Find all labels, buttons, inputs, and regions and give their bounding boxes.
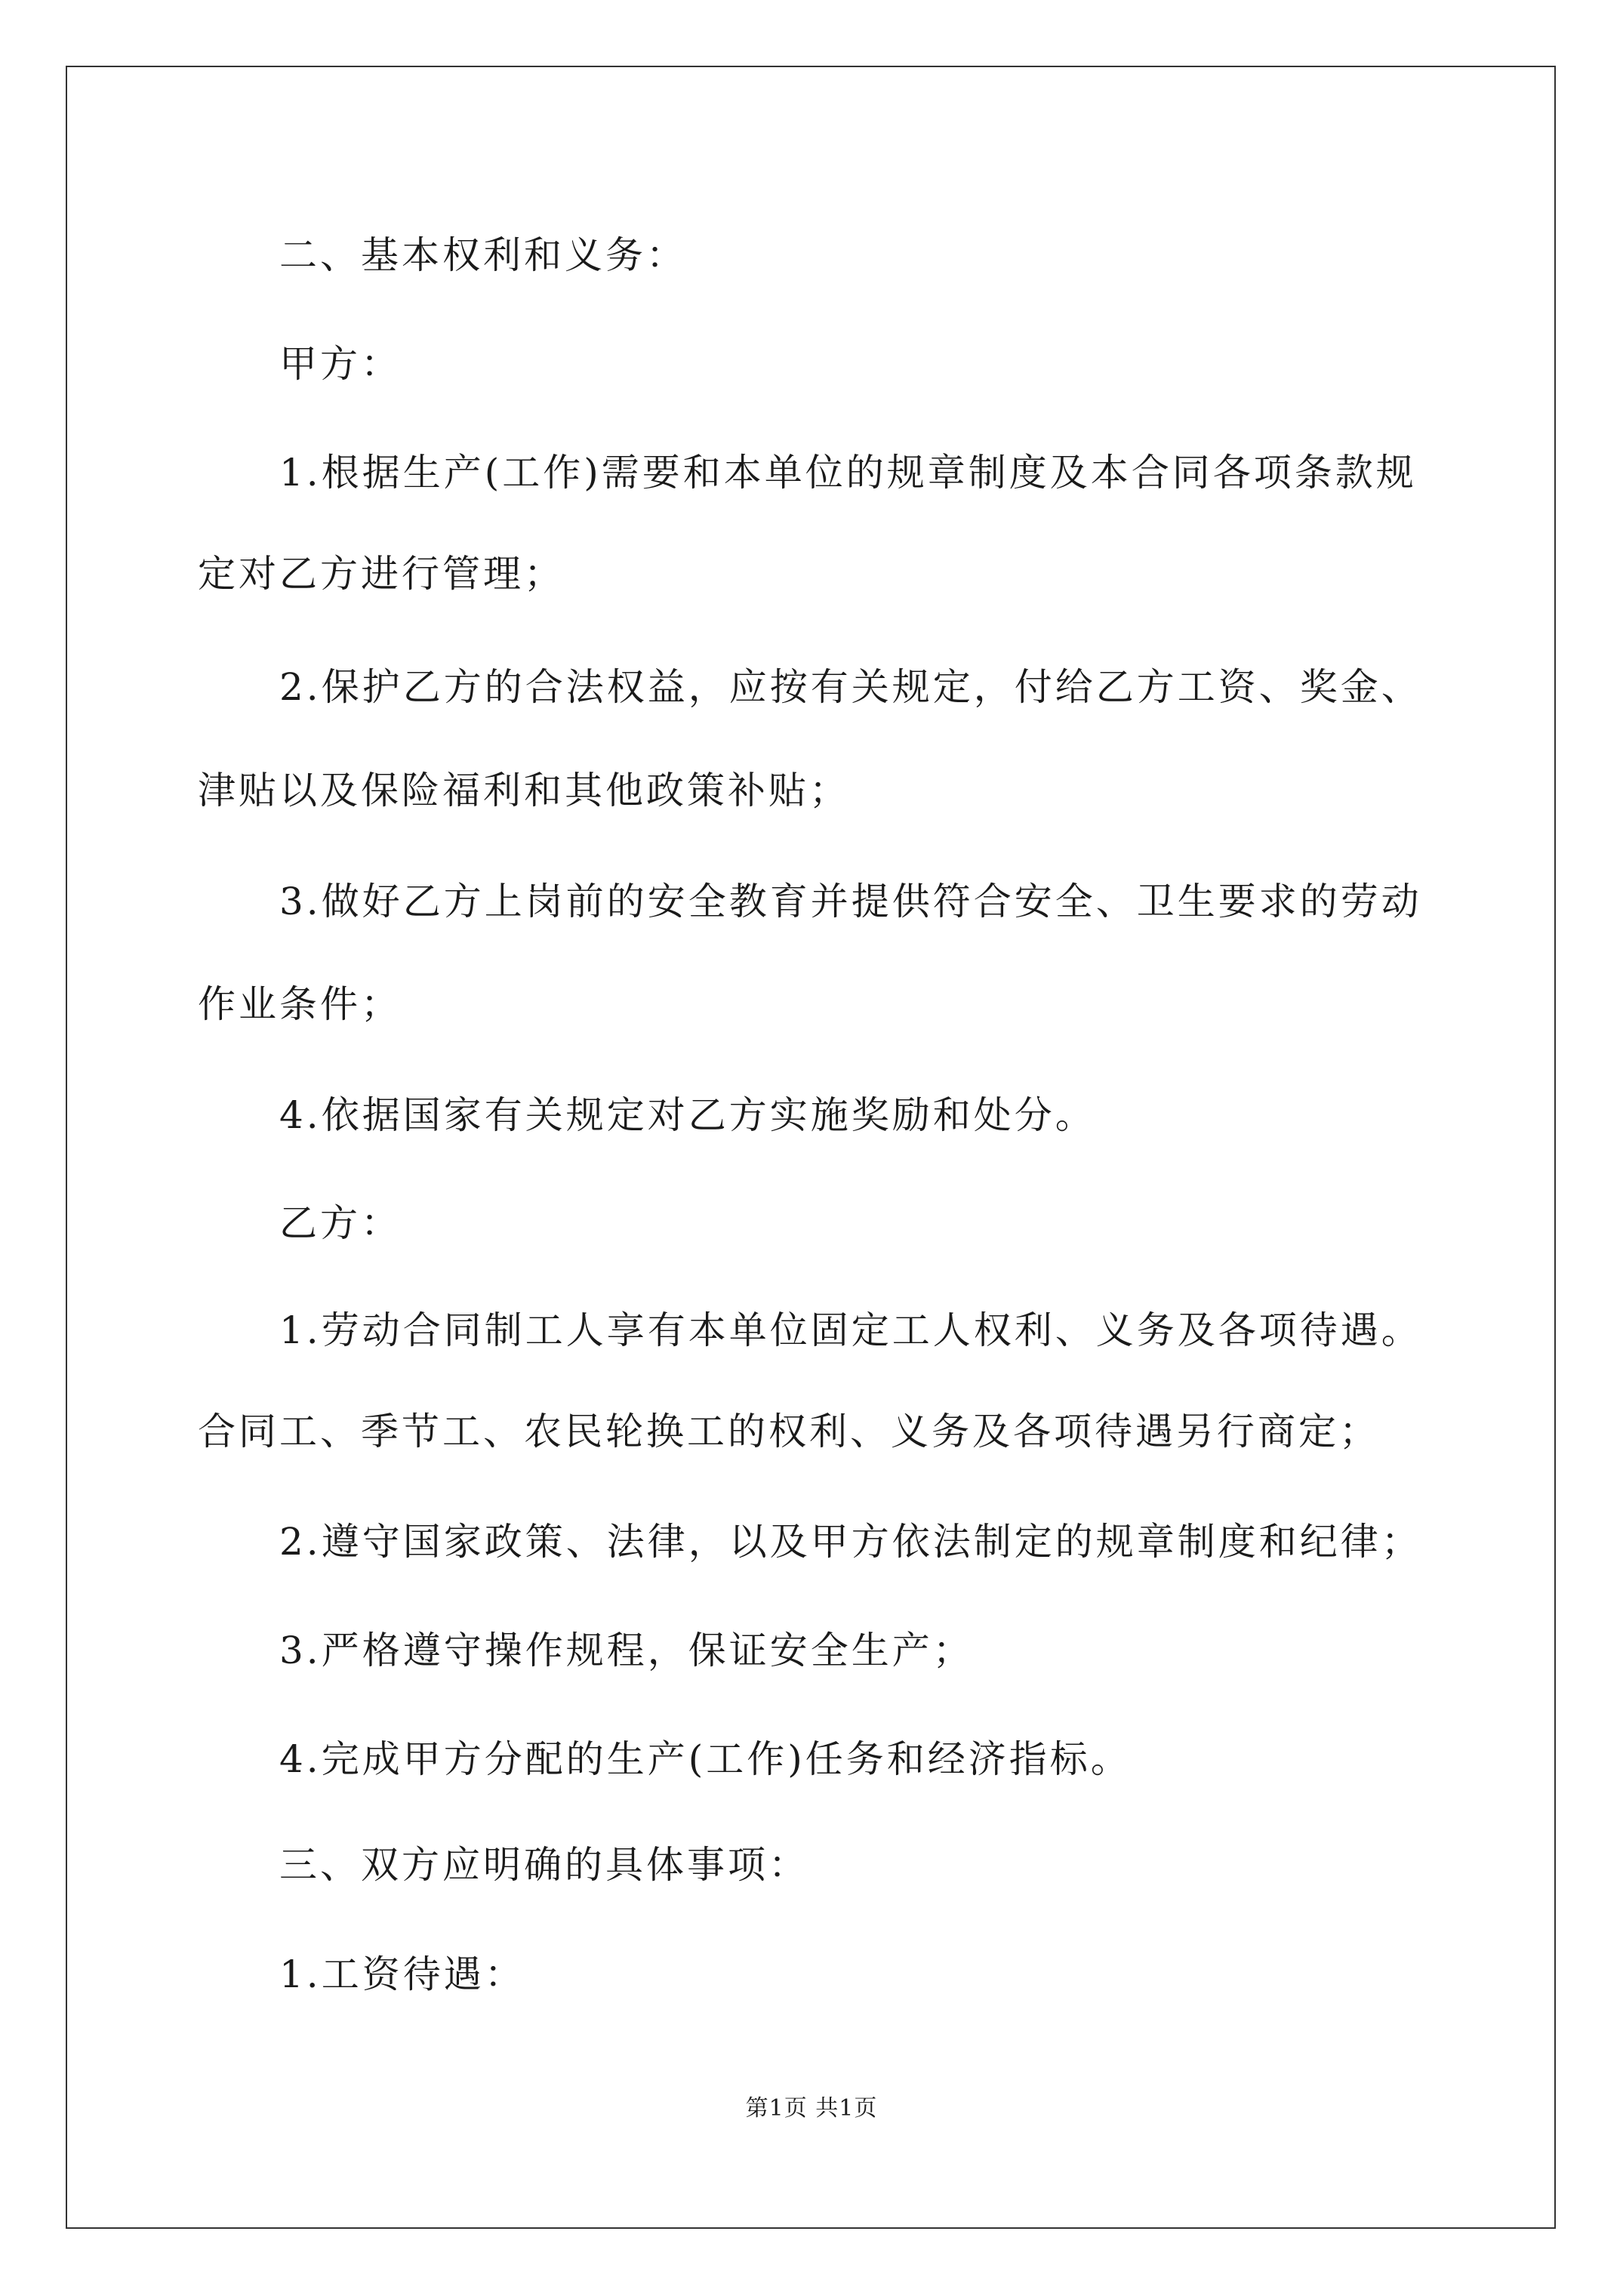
party-a-item-3-line-1: 3.做好乙方上岗前的安全教育并提供符合安全、卫生要求的劳动: [279, 880, 1422, 923]
section-heading-2: 二、基本权利和义务：: [279, 233, 687, 277]
page-border: [66, 66, 1556, 2229]
party-a-item-1-line-1: 1.根据生产(工作)需要和本单位的规章制度及本合同各项条款规: [279, 451, 1417, 495]
party-b-item-2: 2.遵守国家政策、法律，以及甲方依法制定的规章制度和纪律；: [279, 1520, 1422, 1564]
section-heading-3: 三、双方应明确的具体事项：: [279, 1843, 809, 1887]
party-b-item-3: 3.严格遵守操作规程，保证安全生产；: [279, 1629, 974, 1672]
party-a-item-2-line-1: 2.保护乙方的合法权益，应按有关规定，付给乙方工资、奖金、: [279, 665, 1422, 709]
page-footer: 第1页 共1页: [745, 2095, 878, 2122]
section-3-item-1: 1.工资待遇：: [279, 1952, 525, 1996]
party-a-item-4: 4.依据国家有关规定对乙方实施奖励和处分。: [279, 1093, 1096, 1137]
party-b-heading: 乙方：: [279, 1201, 402, 1245]
party-a-item-1-line-2: 定对乙方进行管理；: [198, 552, 565, 596]
party-a-item-2-line-2: 津贴以及保险福利和其他政策补贴；: [198, 769, 850, 812]
party-a-heading: 甲方：: [279, 342, 402, 386]
party-a-item-3-line-2: 作业条件；: [198, 982, 402, 1026]
party-b-item-1-line-2: 合同工、季节工、农民轮换工的权利、义务及各项待遇另行商定；: [198, 1410, 1380, 1453]
party-b-item-1-line-1: 1.劳动合同制工人享有本单位固定工人权利、义务及各项待遇。: [279, 1308, 1422, 1352]
party-b-item-4: 4.完成甲方分配的生产(工作)任务和经济指标。: [279, 1737, 1132, 1781]
